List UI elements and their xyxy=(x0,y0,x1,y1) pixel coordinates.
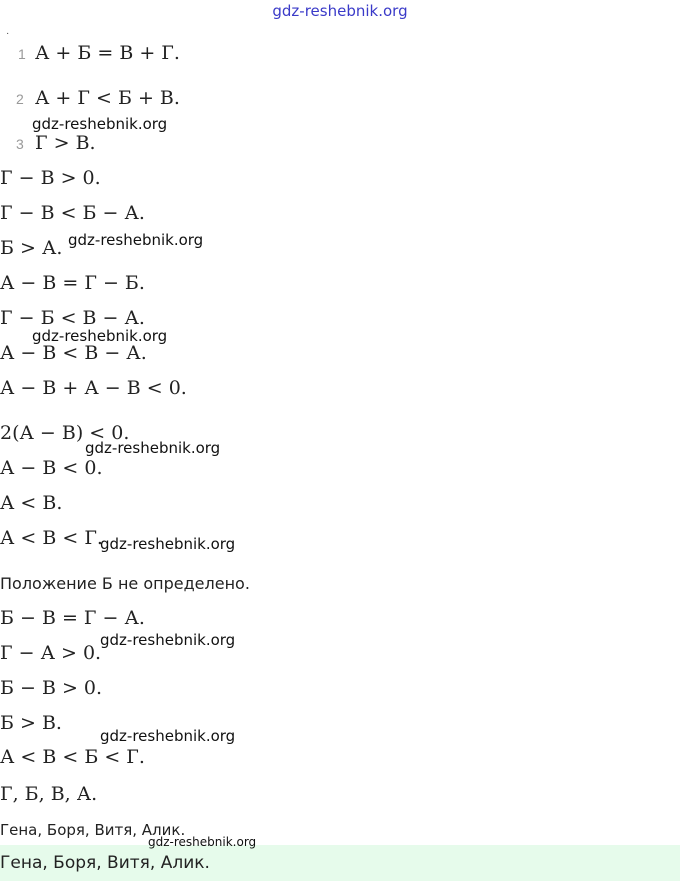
condition-2: А + Г < Б + В. xyxy=(35,87,180,109)
derivation-line: 2(А − В) < 0. xyxy=(0,422,130,444)
derivation-line: Б − В > 0. xyxy=(0,677,103,699)
watermark: gdz-reshebnik.org xyxy=(68,231,204,249)
derivation-line: А − В < 0. xyxy=(0,457,103,479)
derivation-line: А < В < Б < Г. xyxy=(0,746,145,768)
site-header[interactable]: gdz-reshebnik.org xyxy=(272,2,408,20)
derivation-line: Б > В. xyxy=(0,712,62,734)
watermark: gdz-reshebnik.org xyxy=(32,115,168,133)
watermark: gdz-reshebnik.org xyxy=(100,631,236,649)
derivation-line: А − В < В − А. xyxy=(0,342,147,364)
derivation-line: Б − В = Г − А. xyxy=(0,607,145,629)
derivation-line: А < В. xyxy=(0,492,63,514)
condition-3: Г > В. xyxy=(35,132,96,154)
watermark: gdz-reshebnik.org xyxy=(100,727,236,745)
derivation-line: Г − Б < В − А. xyxy=(0,307,145,329)
marker-dot: · xyxy=(6,28,10,39)
condition-number-1: 1 xyxy=(18,46,26,62)
derivation-line: А − В + А − В < 0. xyxy=(0,377,187,399)
watermark: gdz-reshebnik.org xyxy=(32,327,168,345)
derivation-line: Г − В > 0. xyxy=(0,167,101,189)
derivation-line: Г − В < Б − А. xyxy=(0,202,145,224)
watermark: gdz-reshebnik.org xyxy=(100,535,236,553)
condition-1: А + Б = В + Г. xyxy=(35,42,180,64)
note-text: Положение Б не определено. xyxy=(0,574,250,593)
watermark: gdz-reshebnik.org xyxy=(85,439,221,457)
condition-number-3: 3 xyxy=(16,136,24,152)
result-text: Гена, Боря, Витя, Алик. xyxy=(0,821,186,839)
derivation-line: А − В = Г − Б. xyxy=(0,272,145,294)
watermark: gdz-reshebnik.org xyxy=(148,835,257,849)
derivation-line: Г − А > 0. xyxy=(0,642,102,664)
answer-text: Гена, Боря, Витя, Алик. xyxy=(0,853,210,873)
derivation-line: А < В < Г. xyxy=(0,527,103,549)
derivation-line: Г, Б, В, А. xyxy=(0,783,98,805)
condition-number-2: 2 xyxy=(16,91,24,107)
derivation-line: Б > А. xyxy=(0,237,63,259)
